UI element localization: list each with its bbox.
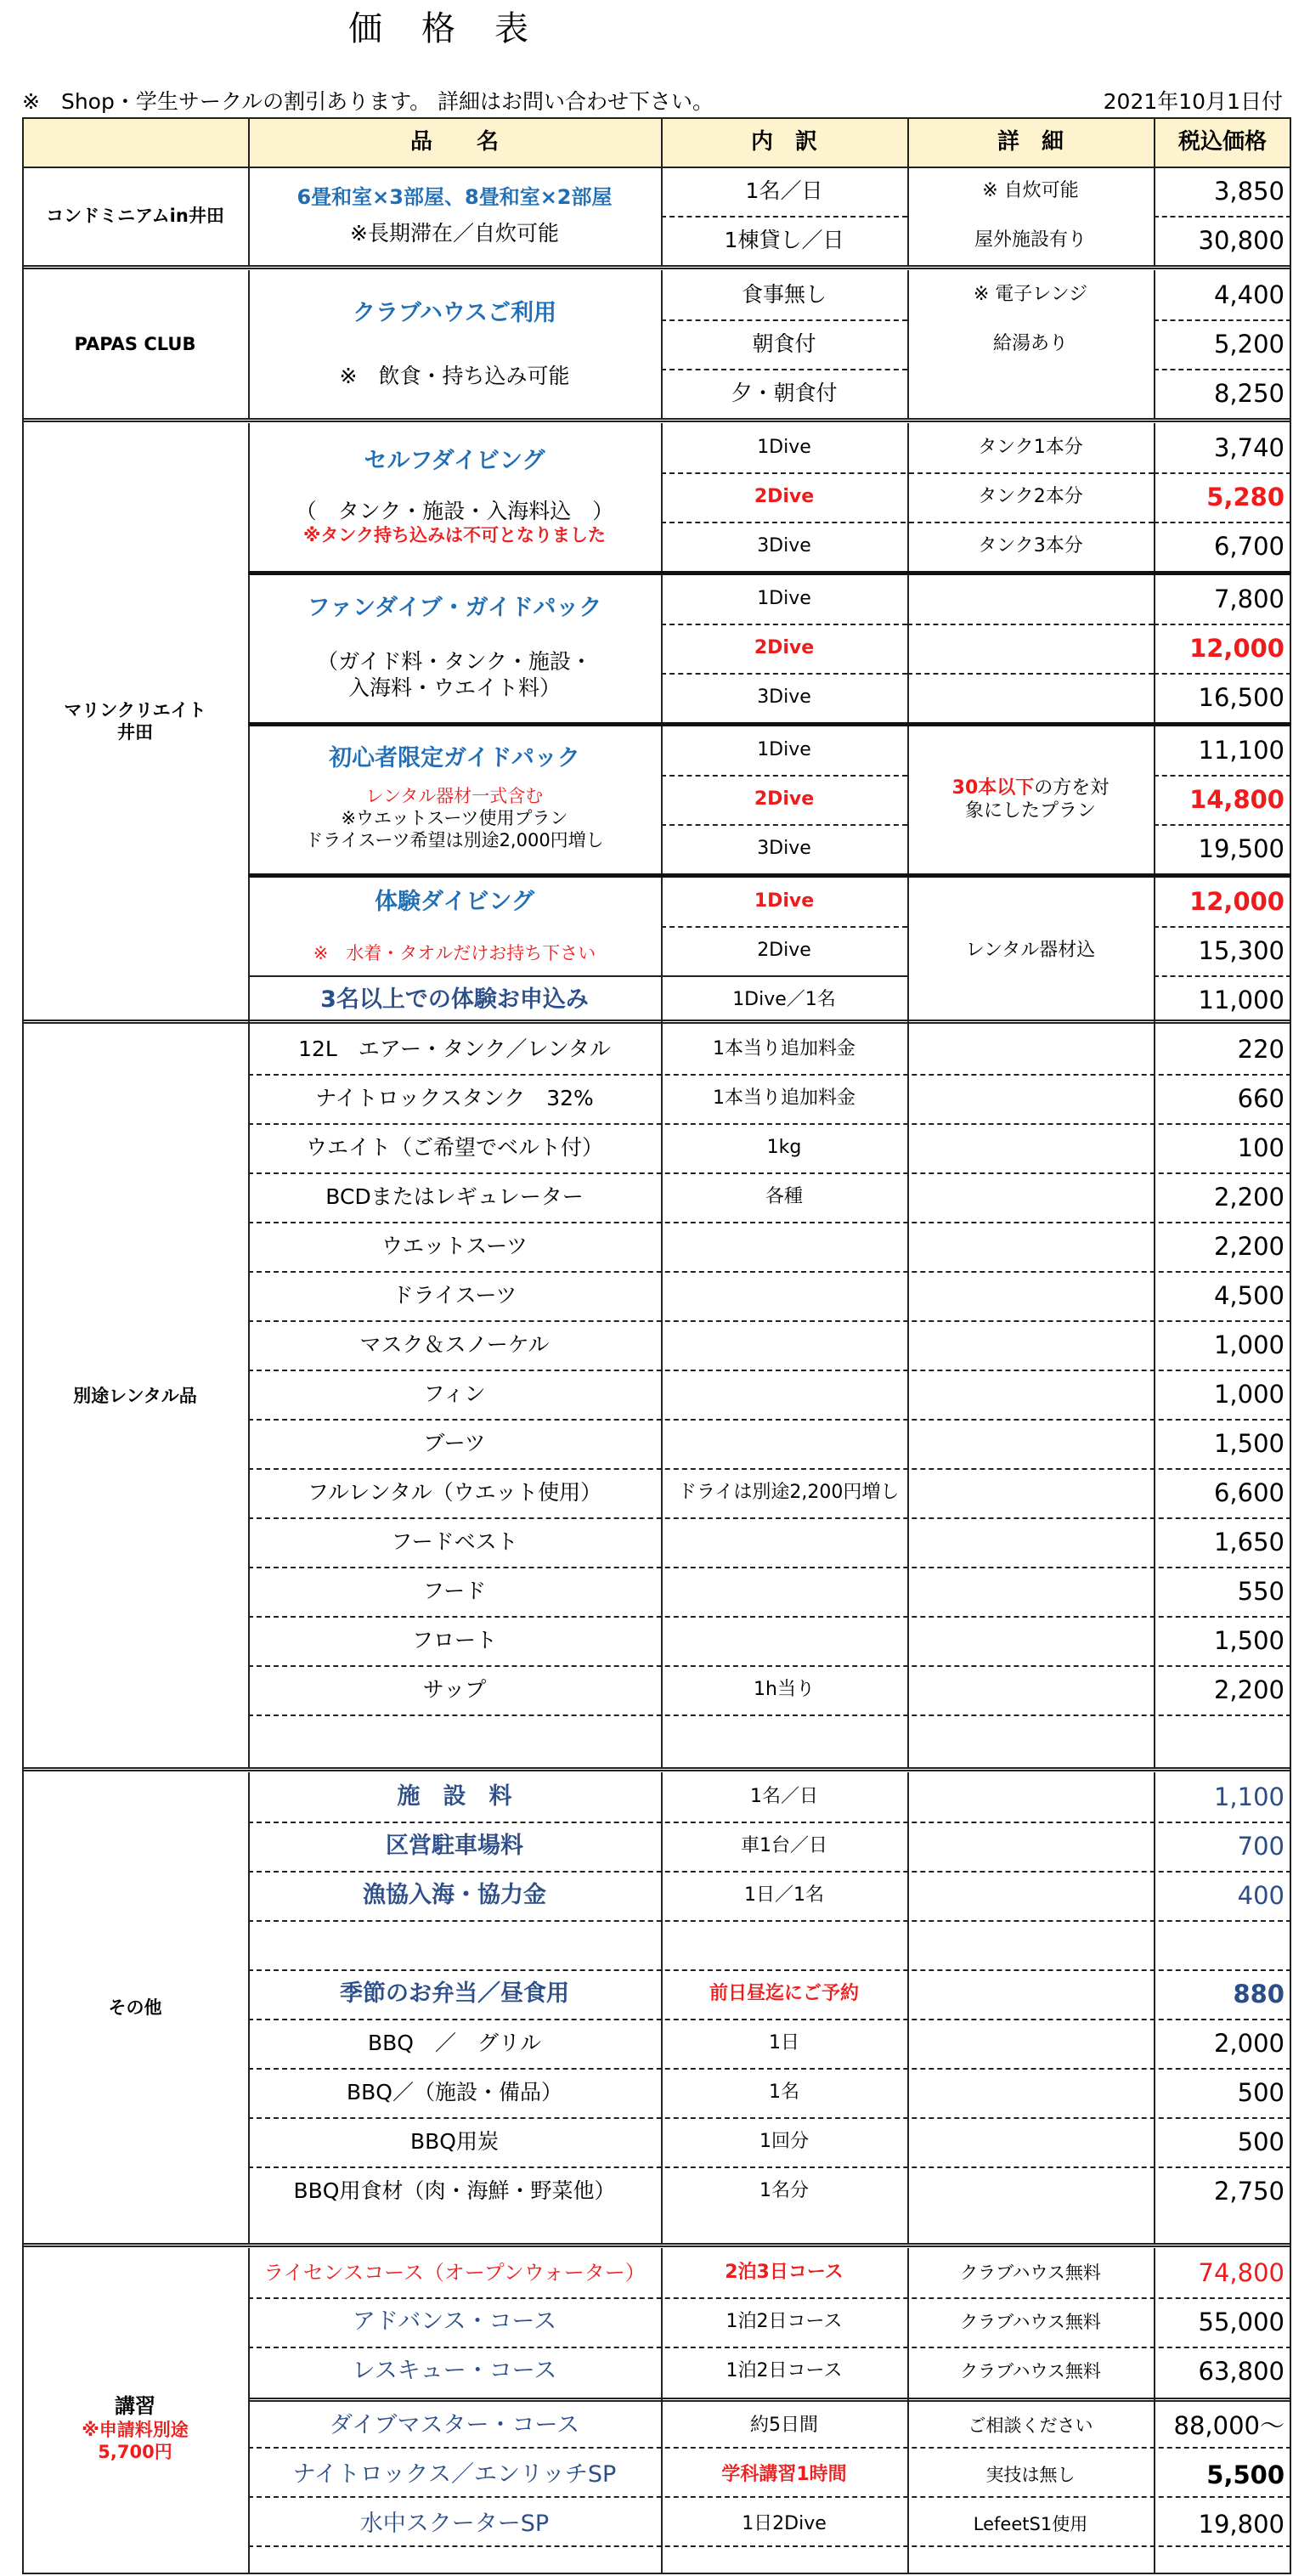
papas-breakdown-1: 食事無し	[741, 282, 827, 308]
grid-hline	[661, 472, 1154, 474]
rental-price: 550	[1237, 1576, 1285, 1606]
other-name: BBQ用炭	[410, 2129, 499, 2155]
grid-vline	[1290, 117, 1291, 2574]
rental-price: 2,200	[1213, 1182, 1285, 1212]
grid-hline	[248, 1969, 1291, 1971]
grid-hline	[248, 1468, 1291, 1470]
course-name: レスキュー・コース	[352, 2358, 557, 2385]
grid-hline	[248, 2297, 1291, 2299]
rental-breakdown: ドライは別途2,200円増し	[678, 1482, 900, 1504]
grid-hline	[248, 1172, 1291, 1174]
course-breakdown: 2泊3日コース	[725, 2262, 844, 2284]
other-price: 400	[1237, 1880, 1285, 1910]
rental-name: フルレンタル（ウエット使用）	[307, 1480, 602, 1505]
trial-price-3: 11,000	[1198, 985, 1285, 1014]
course-price: 19,800	[1198, 2509, 1285, 2539]
grid-hline	[248, 1920, 1291, 1922]
other-price: 880	[1233, 1979, 1285, 2008]
rental-name: 12L エアー・タンク／レンタル	[298, 1037, 611, 1062]
beginner-title: 初心者限定ガイドパック	[329, 744, 580, 771]
grid-hline	[248, 1665, 1291, 1667]
course-fee-note: ※申請料別途	[82, 2419, 189, 2440]
self-diving-name	[248, 423, 661, 571]
grid-hline	[661, 216, 907, 217]
rental-price: 2,200	[1213, 1675, 1285, 1704]
fun-dive-includes-2: 入海料・ウエイト料）	[347, 675, 561, 700]
self-diving-notice: ※タンク持ち込みは不可となりました	[303, 525, 606, 546]
grid-vline	[907, 167, 909, 265]
rental-price: 1,000	[1213, 1330, 1285, 1359]
self-breakdown-3: 3Dive	[757, 535, 811, 557]
rental-breakdown	[661, 1271, 907, 1320]
other-breakdown: 1回分	[759, 2131, 809, 2153]
course-breakdown: 学科講習1時間	[721, 2464, 847, 2486]
grid-vline	[1154, 270, 1155, 418]
rental-name: フードベスト	[391, 1529, 518, 1555]
grid-hline	[1154, 775, 1291, 777]
section-other: その他	[108, 1997, 162, 2018]
self-detail-3: タンク3本分	[978, 535, 1083, 557]
other-breakdown: 1名／日	[750, 1786, 818, 1808]
rental-breakdown	[661, 1419, 907, 1468]
fun-price-3: 16,500	[1198, 682, 1285, 712]
grid-vline	[1154, 1025, 1155, 1767]
condo-price-1: 3,850	[1213, 176, 1285, 206]
grid-hline	[22, 117, 1291, 119]
other-name: BBQ ／ グリル	[368, 2031, 541, 2056]
course-fee-amount: 5,700円	[98, 2442, 172, 2462]
other-breakdown: 1名分	[759, 2180, 809, 2202]
other-breakdown: 前日昼迄にご予約	[709, 1983, 859, 2005]
course-price: 88,000～	[1173, 2410, 1285, 2440]
grid-vline	[248, 117, 250, 167]
grid-hline	[661, 775, 907, 777]
discount-note: ※ Shop・学生サークルの割引あります。 詳細はお問い合わせ下さい。	[22, 89, 714, 114]
fun-breakdown-3: 3Dive	[757, 686, 811, 709]
header-blank	[22, 117, 248, 167]
papas-detail-2: 給湯あり	[992, 333, 1068, 355]
grid-vline	[1154, 1772, 1155, 2243]
grid-hline	[1154, 522, 1291, 523]
header-detail: 詳 細	[907, 117, 1154, 167]
fun-dive-name	[248, 574, 661, 720]
condo-detail-2: 屋外施設有り	[974, 229, 1087, 251]
grid-vline	[248, 167, 250, 265]
grid-hline	[1154, 824, 1291, 826]
beginner-detail-line1	[952, 777, 1109, 800]
trial-breakdown-3: 1Dive／1名	[732, 989, 836, 1011]
course-name: ナイトロックス／エンリッチSP	[292, 2461, 617, 2488]
grid-hline	[1154, 369, 1291, 370]
course-name: ダイブマスター・コース	[329, 2412, 580, 2439]
grid-hline	[248, 1271, 1291, 1273]
papas-name	[248, 270, 661, 418]
beginner-detail-target: の方を対	[1034, 777, 1109, 799]
self-detail-1: タンク1本分	[978, 437, 1083, 459]
grid-hline	[248, 1517, 1291, 1519]
self-breakdown-1: 1Dive	[757, 437, 811, 459]
grid-vline	[907, 1025, 909, 1767]
grid-vline	[661, 1025, 663, 1767]
rental-price: 6,600	[1213, 1477, 1285, 1507]
condo-price-2: 30,800	[1198, 225, 1285, 255]
grid-hline	[248, 2496, 1291, 2498]
papas-price-1: 4,400	[1213, 280, 1285, 309]
rental-price: 4,500	[1213, 1280, 1285, 1310]
grid-vline	[661, 1772, 663, 2243]
course-name: ライセンスコース（オープンウォーター）	[263, 2261, 646, 2285]
grid-hline	[248, 1320, 1291, 1322]
grid-hline	[248, 2447, 1291, 2449]
fun-price-2: 12,000	[1189, 633, 1285, 663]
other-price: 2,000	[1213, 2028, 1285, 2058]
beginner-wetsuit-note: ※ウエットスーツ使用プラン	[341, 807, 568, 828]
page-title: 価格表	[348, 9, 567, 48]
other-price: 700	[1237, 1831, 1285, 1861]
grid-hline	[248, 1871, 1291, 1873]
section-marine-line2: 井田	[117, 722, 153, 743]
beginner-detail-line2: 象にしたプラン	[964, 800, 1096, 822]
other-breakdown: 1日／1名	[744, 1884, 824, 1907]
self-diving-title: セルフダイビング	[364, 448, 545, 475]
beginner-price-3: 19,500	[1198, 833, 1285, 863]
header-price: 税込価格	[1154, 117, 1291, 167]
condo-breakdown-1: 1名／日	[745, 178, 823, 204]
grid-hline	[22, 2243, 1291, 2247]
condo-name	[248, 167, 661, 265]
grid-hline	[1154, 673, 1291, 675]
rental-breakdown	[661, 1616, 907, 1665]
rental-name: ドライスーツ	[392, 1283, 517, 1308]
rental-name: ウエイト（ご希望でベルト付）	[305, 1135, 603, 1161]
other-name: BBQ／（施設・備品）	[347, 2080, 562, 2105]
grid-hline	[248, 1123, 1291, 1125]
rental-name: BCDまたはレギュレーター	[325, 1184, 584, 1210]
grid-hline	[248, 2347, 1291, 2348]
course-price: 55,000	[1198, 2307, 1285, 2336]
section-course	[22, 2248, 248, 2574]
rental-price: 1,650	[1213, 1527, 1285, 1556]
other-breakdown: 1名	[769, 2082, 799, 2104]
other-name: 漁協入海・協力金	[363, 1882, 546, 1909]
grid-hline	[248, 571, 1291, 575]
grid-hline	[22, 418, 1291, 422]
grid-hline	[22, 2573, 1291, 2574]
grid-hline	[248, 1567, 1291, 1568]
other-price: 500	[1237, 2127, 1285, 2156]
trial-detail: レンタル器材込	[965, 940, 1096, 962]
grid-hline	[661, 319, 907, 321]
course-title: 講習	[115, 2393, 155, 2418]
other-breakdown: 車1台／日	[741, 1835, 827, 1857]
other-breakdown: 1日	[769, 2032, 799, 2054]
rental-breakdown: 1h当り	[754, 1679, 815, 1701]
rental-price: 660	[1237, 1083, 1285, 1113]
course-breakdown: 1日2Dive	[742, 2513, 827, 2535]
grid-hline	[661, 369, 907, 370]
grid-vline	[22, 117, 24, 2574]
grid-hline	[661, 624, 907, 625]
self-breakdown-2: 2Dive	[754, 486, 815, 508]
header-name: 品 名	[248, 117, 661, 167]
rental-price: 1,500	[1213, 1428, 1285, 1458]
condo-breakdown-2: 1棟貸し／日	[724, 228, 844, 253]
trial-title: 体験ダイビング	[375, 889, 534, 915]
rental-breakdown	[661, 1517, 907, 1567]
other-price: 2,750	[1213, 2176, 1285, 2206]
course-detail: LefeetS1使用	[973, 2513, 1088, 2534]
rental-name: マスク＆スノーケル	[359, 1332, 550, 1358]
grid-hline	[1154, 472, 1291, 474]
self-price-3: 6,700	[1213, 531, 1285, 561]
header-breakdown: 内 訳	[661, 117, 907, 167]
papas-breakdown-2: 朝食付	[752, 331, 816, 357]
self-price-1: 3,740	[1213, 432, 1285, 462]
other-price: 500	[1237, 2077, 1285, 2107]
beginner-breakdown-2: 2Dive	[754, 788, 815, 811]
course-detail: ご相談ください	[968, 2415, 1093, 2436]
grid-hline	[661, 522, 1154, 523]
grid-hline	[248, 2545, 1291, 2547]
grid-hline	[1154, 975, 1291, 977]
rental-breakdown	[661, 1320, 907, 1370]
trial-price-2: 15,300	[1198, 935, 1285, 965]
beginner-price-2: 14,800	[1189, 784, 1285, 814]
other-name: 施 設 料	[397, 1783, 512, 1811]
other-name: 区営駐車場料	[386, 1833, 523, 1860]
grid-vline	[1154, 117, 1155, 167]
grid-hline	[248, 1074, 1291, 1076]
grid-hline	[22, 265, 1291, 269]
grid-hline	[248, 1715, 1291, 1716]
beginner-breakdown-1: 1Dive	[757, 739, 811, 761]
rental-name: ウエットスーツ	[381, 1234, 528, 1259]
papas-price-3: 8,250	[1213, 378, 1285, 408]
beginner-rental-included: レンタル器材一式含む	[365, 785, 544, 806]
beginner-name	[248, 726, 661, 870]
grid-hline	[248, 2019, 1291, 2020]
grid-hline	[248, 1222, 1291, 1223]
papas-price-2: 5,200	[1213, 329, 1285, 359]
grid-hline	[661, 673, 907, 675]
trial-breakdown-1: 1Dive	[754, 890, 815, 912]
papas-clubhouse: クラブハウスご利用	[352, 299, 557, 326]
rental-breakdown: 1本当り追加料金	[713, 1087, 855, 1110]
rental-price: 2,200	[1213, 1231, 1285, 1261]
trial-price-1: 12,000	[1189, 886, 1285, 916]
grid-hline	[1154, 926, 1291, 928]
grid-vline	[661, 117, 663, 167]
condo-detail-1: ※ 自炊可能	[982, 180, 1079, 202]
beginner-drysuit-note: ドライスーツ希望は別途2,000円増し	[305, 830, 604, 850]
rental-breakdown: 1本当り追加料金	[713, 1038, 855, 1060]
other-price: 1,100	[1213, 1782, 1285, 1811]
grid-hline	[22, 1020, 1291, 1024]
grid-hline	[1154, 624, 1291, 625]
trial-group-name: 3名以上での体験お申込み	[320, 986, 589, 1014]
trial-name	[248, 877, 661, 975]
self-diving-includes: （ タンク・施設・入海料込 ）	[295, 499, 614, 524]
rental-price: 100	[1237, 1133, 1285, 1162]
grid-vline	[248, 270, 250, 418]
course-name: アドバンス・コース	[352, 2308, 557, 2336]
section-marine	[22, 423, 248, 1020]
price-table	[22, 117, 1291, 2574]
section-rental: 別途レンタル品	[73, 1385, 197, 1406]
grid-hline	[248, 1822, 1291, 1823]
grid-vline	[248, 1025, 250, 1767]
grid-hline	[248, 722, 1291, 726]
self-detail-2: タンク2本分	[978, 486, 1083, 508]
rental-price: 1,000	[1213, 1379, 1285, 1409]
grid-hline	[248, 1419, 1291, 1421]
beginner-detail	[907, 726, 1154, 873]
papas-detail-1: ※ 電子レンジ	[973, 284, 1088, 306]
course-breakdown: 1泊2日コース	[726, 2360, 843, 2382]
grid-hline	[907, 624, 1154, 625]
grid-hline	[22, 167, 1291, 168]
grid-hline	[248, 1616, 1291, 1618]
course-price: 74,800	[1198, 2257, 1285, 2287]
fun-breakdown-1: 1Dive	[757, 588, 811, 610]
grid-vline	[661, 270, 663, 418]
course-detail: クラブハウス無料	[960, 2360, 1101, 2381]
grid-hline	[661, 824, 907, 826]
grid-hline	[22, 1767, 1291, 1771]
grid-hline	[907, 673, 1154, 675]
fun-price-1: 7,800	[1213, 584, 1285, 613]
fun-dive-includes-1: （ガイド料・タンク・施設・	[317, 648, 592, 674]
fun-breakdown-2: 2Dive	[754, 637, 815, 659]
rental-name: フロート	[411, 1628, 497, 1653]
grid-hline	[248, 2398, 1291, 2402]
course-price: 5,500	[1206, 2460, 1285, 2489]
other-name: 季節のお弁当／昼食用	[340, 1980, 569, 2008]
trial-breakdown-2: 2Dive	[757, 940, 811, 962]
grid-hline	[661, 926, 907, 928]
rental-name: フード	[422, 1579, 487, 1604]
rental-name: フィン	[423, 1381, 486, 1407]
self-price-2: 5,280	[1206, 482, 1285, 511]
rental-breakdown	[661, 1567, 907, 1616]
grid-hline	[1154, 319, 1291, 321]
section-marine-line1: マリンクリエイト	[64, 699, 206, 720]
course-breakdown: 1泊2日コース	[726, 2311, 843, 2333]
rental-breakdown	[661, 1222, 907, 1271]
grid-hline	[1154, 216, 1291, 217]
rental-breakdown: 各種	[765, 1186, 803, 1208]
grid-hline	[248, 2117, 1291, 2119]
rental-price: 1,500	[1213, 1625, 1285, 1655]
course-detail: クラブハウス無料	[960, 2311, 1101, 2332]
beginner-detail-limit: 30本以下	[951, 777, 1035, 799]
grid-hline	[248, 975, 907, 977]
grid-hline	[248, 1370, 1291, 1371]
course-detail: クラブハウス無料	[960, 2262, 1101, 2283]
rental-breakdown	[661, 1370, 907, 1419]
other-name: BBQ用食材（肉・海鮮・野菜他）	[293, 2178, 616, 2204]
grid-vline	[907, 1772, 909, 2243]
course-name: 水中スクーターSP	[359, 2511, 550, 2538]
section-condo: コンドミニアムin井田	[46, 205, 224, 226]
papas-note: ※ 飲食・持ち込み可能	[339, 364, 570, 389]
condo-note: ※長期滞在／自炊可能	[350, 221, 559, 246]
grid-hline	[248, 2166, 1291, 2168]
grid-vline	[248, 1772, 250, 2243]
rental-breakdown: 1kg	[766, 1137, 802, 1159]
grid-hline	[248, 2068, 1291, 2070]
rental-price: 220	[1237, 1034, 1285, 1064]
beginner-price-1: 11,100	[1198, 735, 1285, 765]
course-detail: 実技は無し	[985, 2464, 1076, 2485]
grid-hline	[248, 873, 1291, 878]
rental-name: サップ	[422, 1677, 487, 1703]
papas-breakdown-3: 夕・朝食付	[731, 381, 838, 406]
rental-name: ブーツ	[423, 1431, 486, 1456]
course-price: 63,800	[1198, 2356, 1285, 2386]
section-papas: PAPAS CLUB	[74, 333, 196, 354]
effective-date: 2021年10月1日付	[1103, 89, 1283, 114]
fun-dive-title: ファンダイブ・ガイドパック	[307, 594, 602, 621]
course-breakdown: 約5日間	[750, 2415, 818, 2437]
rental-name: ナイトロックスタンク 32%	[315, 1086, 594, 1111]
grid-vline	[907, 117, 909, 167]
condo-rooms: 6畳和室×3部屋、8畳和室×2部屋	[296, 185, 613, 210]
trial-bring-note: ※ 水着・タオルだけお持ち下さい	[313, 942, 596, 963]
beginner-breakdown-3: 3Dive	[757, 838, 811, 860]
grid-vline	[907, 270, 909, 418]
